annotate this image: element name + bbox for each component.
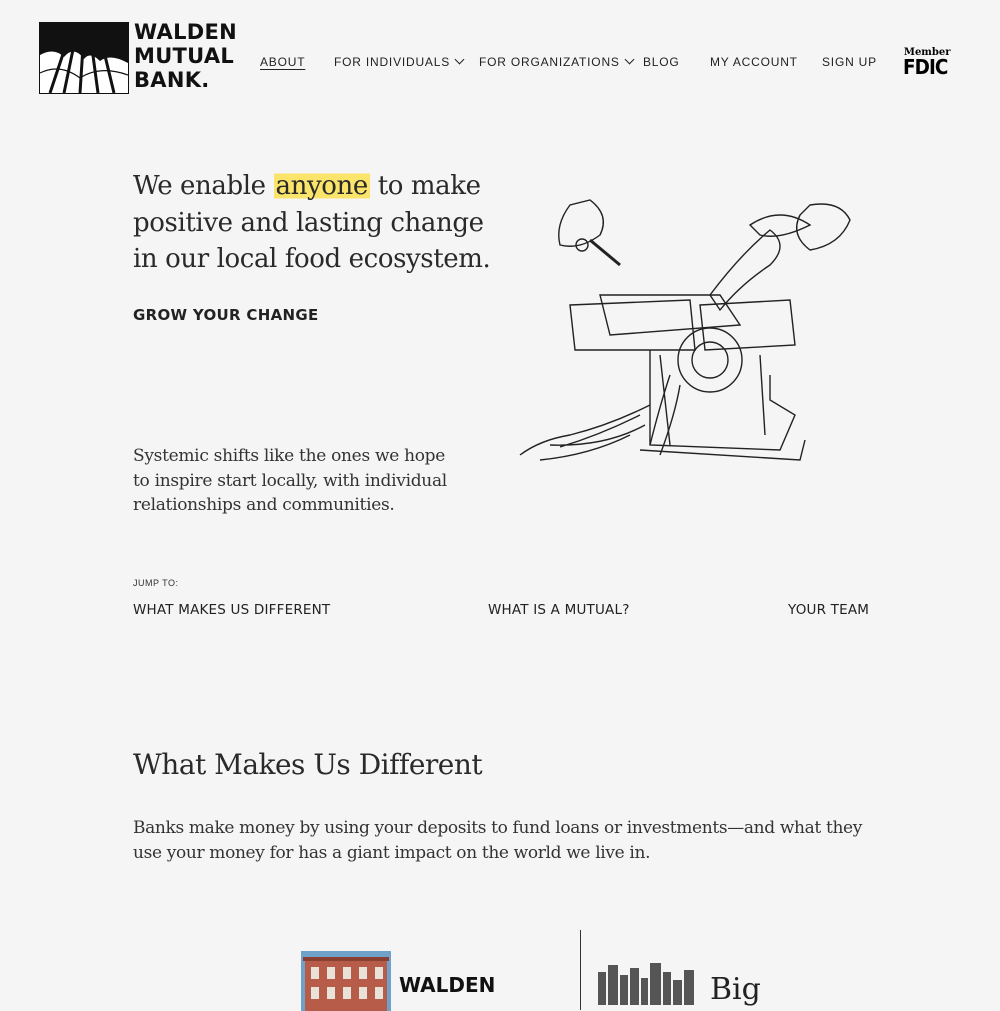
nav-about[interactable] bbox=[260, 55, 305, 69]
chevron-down-icon bbox=[624, 55, 634, 65]
section-body: Banks make money by using your deposits to fund loans or investments—and what they use your money for has a giant impact on the world we live in. bbox=[133, 818, 863, 863]
logo-line: BANK. bbox=[134, 68, 210, 92]
hero-headline bbox=[133, 168, 493, 278]
nav-sign-up-label: SIGN UP bbox=[822, 55, 877, 69]
fdic-badge[interactable] bbox=[903, 47, 951, 79]
logo-wordmark[interactable] bbox=[134, 20, 237, 92]
nav-for-organizations[interactable] bbox=[479, 55, 633, 69]
big-banks-label: Big bbox=[710, 972, 761, 1007]
logo-trees-image[interactable] bbox=[39, 22, 129, 94]
comparison-divider bbox=[580, 930, 581, 1010]
jump-to-label: JUMP TO: bbox=[133, 578, 179, 588]
headline-part: to make positive and lasting change in our local food ecosystem. bbox=[133, 171, 491, 274]
jump-what-makes-us-different[interactable]: WHAT MAKES US DIFFERENT bbox=[133, 602, 331, 618]
walden-label: WALDEN bbox=[399, 973, 496, 997]
headline-part: We enable bbox=[133, 171, 274, 201]
nav-for-organizations-label: FOR ORGANIZATIONS bbox=[479, 55, 620, 69]
walden-building-image bbox=[301, 951, 391, 1011]
fdic-member-text: Member bbox=[903, 47, 951, 58]
hero-body: Systemic shifts like the ones we hope to inspire start locally, with individual relationships and communities. bbox=[133, 446, 447, 515]
grow-your-change-link[interactable]: GROW YOUR CHANGE bbox=[133, 306, 319, 324]
logo-line: WALDEN bbox=[134, 20, 238, 44]
nav-sign-up[interactable] bbox=[822, 55, 877, 69]
jump-your-team[interactable]: YOUR TEAM bbox=[788, 602, 870, 618]
nav-my-account[interactable] bbox=[710, 55, 798, 69]
nav-for-individuals[interactable] bbox=[334, 55, 463, 69]
pasta-maker-illustration bbox=[510, 185, 870, 485]
nav-about-label: ABOUT bbox=[260, 55, 306, 69]
nav-for-individuals-label: FOR INDIVIDUALS bbox=[334, 55, 451, 69]
city-skyline-icon bbox=[598, 960, 698, 1005]
nav-blog-label: BLOG bbox=[643, 55, 680, 69]
nav-my-account-label: MY ACCOUNT bbox=[710, 55, 798, 69]
chevron-down-icon bbox=[455, 55, 465, 65]
nav-blog[interactable] bbox=[643, 55, 680, 69]
fdic-logo-text: FDIC bbox=[903, 55, 948, 79]
logo-line: MUTUAL bbox=[134, 44, 235, 68]
jump-what-is-a-mutual[interactable]: WHAT IS A MUTUAL? bbox=[488, 602, 630, 618]
section-title: What Makes Us Different bbox=[133, 748, 483, 781]
headline-highlight: anyone bbox=[275, 171, 368, 201]
